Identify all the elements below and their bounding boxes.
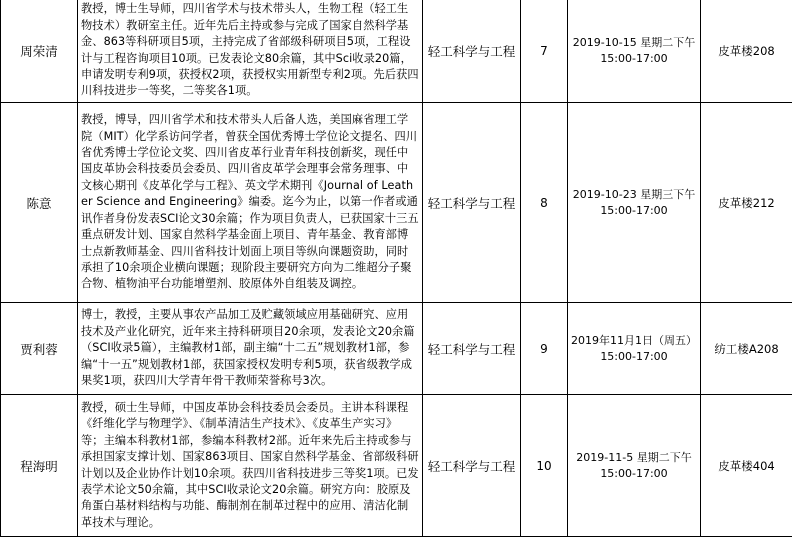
table-row <box>1 0 792 103</box>
lecture-location: 纺工楼A208 <box>701 303 792 395</box>
speaker-bio: 教授，硕士生导师，中国皮革协会科技委员会委员。主讲本科课程《纤维化学与物理学》、《制革清洁生产技术》、《皮革生产实习》等；主编本科教材1部，参编本科教材2部。近年来先后主持或参与承担国家支撑计划、国家863项目、国家自然科学基金、省部级科研计划以及企业协作计划10余项。获四川省科技进步三等奖1项。已发表学术论文50余篇，其中SCI收录论文20余篇。研究方向：胶原及角蛋白基材料结构与功能、酶制剂在制革过程中的应用、清洁化制革技术与理论。 <box>78 395 423 537</box>
college-name: 轻工科学与工程 <box>423 103 521 303</box>
lecture-location: 皮革楼208 <box>701 0 792 103</box>
lecture-datetime <box>568 103 701 303</box>
lecture-date: 2019年11月1日（周五） <box>568 333 700 349</box>
table-row <box>1 303 792 395</box>
speaker-bio: 教授，博士生导师，四川省学术与技术带头人，生物工程（轻工生物技术）教研室主任。近年先后主持或参与完成了国家自然科学基金、863等科研项目5项，主持完成了省部级科研项目5项，工程设计与工程咨询项目10项。已发表论文80余篇，其中Sci收录20篇，申请发明专利9项，获授权2项，获授权实用新型专利2项。先后获四川科技进步一等奖，二等奖各1项。 <box>78 0 423 103</box>
lecture-time: 15:00-17:00 <box>568 466 700 482</box>
lecture-datetime <box>568 395 701 537</box>
speaker-bio: 教授，博导，四川省学术和技术带头人后备人选，美国麻省理工学院（MIT）化学系访问学者，曾获全国优秀博士学位论文提名、四川省优秀博士学位论文奖、四川省皮革行业青年科技创新奖，现任中国皮革协会科技委员会委员、四川省皮革学会理事会常务理事、中文核心期刊《皮革化学与工程》、英文学术期刊《Journal of Leather Science and Engineering》编委。迄今为止，以第一作者或通讯作者身份发表SCI论文30余篇；作为项目负责人，已获国家十三五重点研发计划、国家自然科学基金面上项目、青年基金、教育部博士点新教师基金、四川省科技计划面上项目等纵向课题资助，同时承担了10余项企业横向课题；现阶段主要研究方向为二维超分子聚合物、植物油平台功能增塑剂、胶原体外自组装及调控。 <box>78 103 423 303</box>
speaker-bio: 博士，教授，主要从事农产品加工及贮藏领域应用基础研究、应用技术及产业化研究，近年来主持科研项目20余项，发表论文20余篇（SCI收录5篇），主编教材1部，副主编“十二五”规划教材1部，参编“十一五”规划教材1部，获国家授权发明专利5项，获省级教学成果奖1项，获四川大学青年骨干教师荣誉称号3次。 <box>78 303 423 395</box>
lecture-date: 2019-11-5 星期二下午 <box>568 450 700 466</box>
speaker-name: 贾利蓉 <box>1 303 78 395</box>
college-name: 轻工科学与工程 <box>423 395 521 537</box>
speaker-name: 陈意 <box>1 103 78 303</box>
lecture-datetime <box>568 303 701 395</box>
college-name: 轻工科学与工程 <box>423 0 521 103</box>
lecture-date: 2019-10-23 星期三下午 <box>568 187 700 203</box>
table-row <box>1 103 792 303</box>
lecture-time: 15:00-17:00 <box>568 51 700 67</box>
lecture-datetime <box>568 0 701 103</box>
lecture-number: 8 <box>521 103 568 303</box>
lecture-time: 15:00-17:00 <box>568 349 700 365</box>
lecture-location: 皮革楼212 <box>701 103 792 303</box>
table-row <box>1 395 792 537</box>
lecture-date: 2019-10-15 星期二下午 <box>568 35 700 51</box>
speaker-name: 程海明 <box>1 395 78 537</box>
college-name: 轻工科学与工程 <box>423 303 521 395</box>
lecture-number: 9 <box>521 303 568 395</box>
lecture-number: 10 <box>521 395 568 537</box>
lecture-number: 7 <box>521 0 568 103</box>
lecture-time: 15:00-17:00 <box>568 203 700 219</box>
lecture-location: 皮革楼404 <box>701 395 792 537</box>
speaker-name: 周荣清 <box>1 0 78 103</box>
